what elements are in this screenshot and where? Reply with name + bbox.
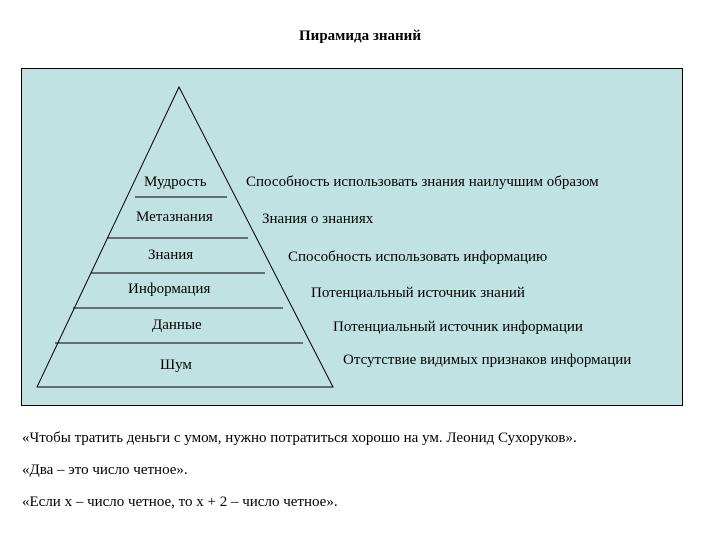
level-label-metaknowledge: Метазнания [136,209,213,225]
quote-3: «Если х – число четное, то х + 2 – число четное». [22,494,338,510]
quote-2: «Два – это число четное». [22,462,188,478]
level-label-wisdom: Мудрость [144,174,207,190]
level-description-data: Потенциальный источник информации [333,319,583,335]
level-description-noise: Отсутствие видимых признаков информации [343,352,632,368]
level-label-knowledge: Знания [148,247,194,263]
level-description-wisdom: Способность использовать знания наилучшим образом [246,174,599,190]
level-label-data: Данные [152,317,202,333]
page-title: Пирамида знаний [299,28,421,44]
level-description-knowledge: Способность использовать информацию [288,249,548,265]
level-description-metaknowledge: Знания о знаниях [262,211,374,227]
level-label-information: Информация [128,281,211,297]
level-description-information: Потенциальный источник знаний [311,285,525,301]
quote-1: «Чтобы тратить деньги с умом, нужно потратиться хорошо на ум. Леонид Сухоруков». [22,430,577,446]
level-label-noise: Шум [160,357,192,373]
pyramid-outline [37,87,333,387]
